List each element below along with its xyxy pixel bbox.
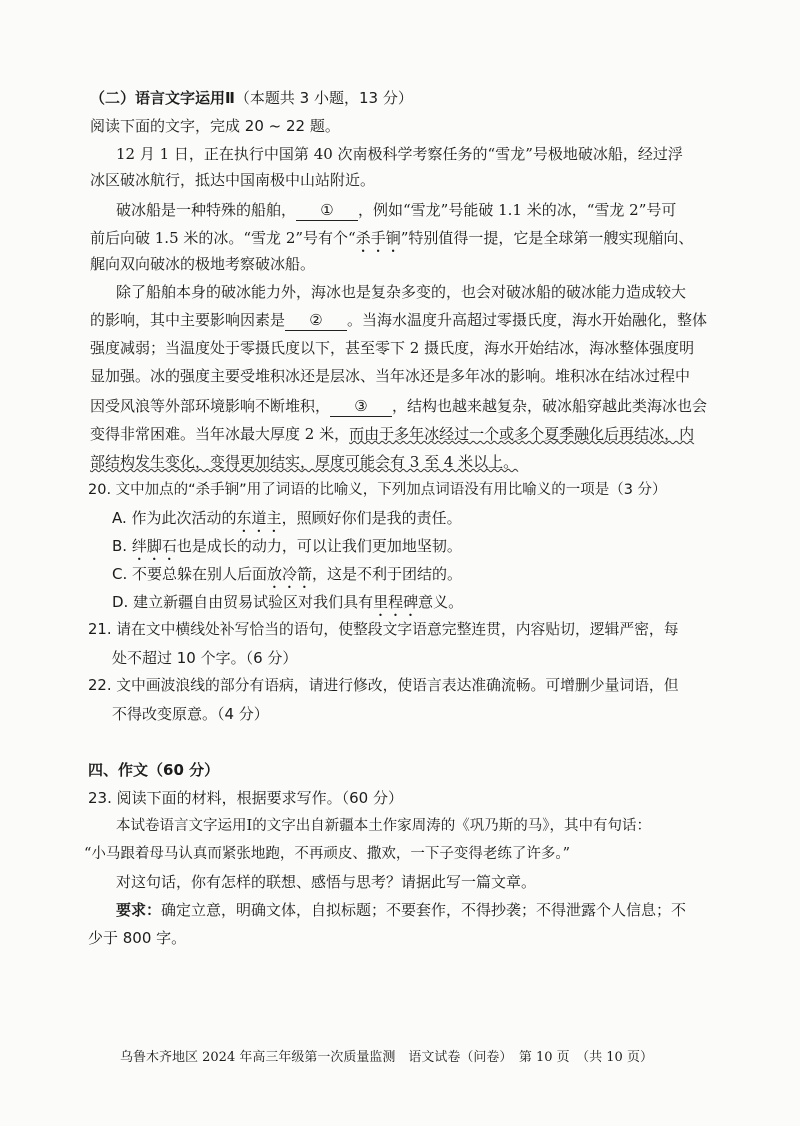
passage-p1-line2: 冰区破冰航行，抵达中国南极中山站附近。 bbox=[90, 171, 376, 189]
q20-option-c[interactable]: C. 不要总躲在别人后面放冷箭，这是不利于团结的。 bbox=[112, 565, 463, 583]
requirements-line1: 要求：确定立意，明确文体，自拟标题；不要套作，不得抄袭；不得泄露个人信息；不 bbox=[116, 901, 687, 919]
q20-option-b[interactable]: B. 绊脚石也是成长的动力，可以让我们更加地坚韧。 bbox=[112, 537, 462, 555]
material-line3: 对这句话，你有怎样的联想、感悟与思考？请据此写一篇文章。 bbox=[116, 873, 537, 891]
passage-p3-line3: 强度减弱；当温度处于零摄氏度以下，甚至零下 2 摄氏度，海水开始结冰，海冰整体强度明 bbox=[90, 339, 695, 357]
passage-p2-line2: 前后向破 1.5 米的冰。“雪龙 2”号有个“杀手锏”特别值得一提，它是全球第一艘实现艏向、 bbox=[90, 229, 694, 247]
wavy-sentence-part1: 而由于多年冰经过一个或多个夏季融化后再结冰，内 bbox=[349, 425, 695, 443]
section-heading bbox=[90, 88, 730, 108]
q21-line1: 21. 请在文中横线处补写恰当的语句，使整段文字语意完整连贯，内容贴切，逻辑严密，每 bbox=[88, 621, 679, 638]
passage-p3-line4: 显加强。冰的强度主要受堆积冰还是层冰、当年冰还是多年冰的影响。堆积冰在结冰过程中 bbox=[90, 367, 691, 385]
q22-line2: 不得改变原意。（4 分） bbox=[112, 705, 269, 723]
section-title: （二）语言文字运用Ⅱ bbox=[90, 89, 235, 107]
material-line2: “小马跟着母马认真而紧张地跑，不再顽皮、撒欢，一下子变得老练了许多。” bbox=[84, 846, 571, 862]
writing-heading: 四、作文（60 分） bbox=[88, 761, 220, 779]
section-instruction: 阅读下面的文字，完成 20 ~ 22 题。 bbox=[90, 117, 340, 135]
passage-p3-line1: 除了船舶本身的破冰能力外，海冰也是复杂多变的，也会对破冰船的破冰能力造成较大 bbox=[116, 283, 687, 301]
keyword-shashoujian: 杀手锏 bbox=[355, 229, 401, 247]
passage-p3-line5: 因受风浪等外部环境影响不断堆积， ③ ，结构也越来越复杂，破冰船穿越此类海冰也会 bbox=[90, 397, 708, 415]
blank-1[interactable]: ① bbox=[296, 200, 358, 221]
passage-p2-line3: 艉向双向破冰的极地考察破冰船。 bbox=[90, 255, 316, 273]
material-line1: 本试卷语言文字运用Ⅰ的文字出自新疆本土作家周涛的《巩乃斯的马》，其中有句话： bbox=[116, 818, 651, 834]
passage-p3-line6: 变得非常困难。当年冰最大厚度 2 米，而由于多年冰经过一个或多个夏季融化后再结冰，内 bbox=[90, 425, 695, 443]
wavy-sentence-part2: 部结构发生变化，变得更加结实，厚度可能会有 3 至 4 米以上。 bbox=[90, 453, 519, 471]
passage-p2-line1: 破冰船是一种特殊的船舶， ① ，例如“雪龙”号能破 1.1 米的冰，“雪龙 2”号可 bbox=[116, 201, 677, 219]
q21-line2: 处不超过 10 个字。（6 分） bbox=[112, 649, 298, 667]
requirements-line2: 少于 800 字。 bbox=[88, 929, 187, 947]
q20-stem: 20. 文中加点的“杀手锏”用了词语的比喻义，下列加点词语没有用比喻义的一项是（3 分） bbox=[88, 482, 667, 498]
q23-stem: 23. 阅读下面的材料，根据要求写作。（60 分） bbox=[88, 789, 403, 807]
passage-p1-line1: 12 月 1 日，正在执行中国第 40 次南极科学考察任务的“雪龙”号极地破冰船，经过浮 bbox=[116, 145, 683, 163]
q20-option-d[interactable]: D. 建立新疆自由贸易试验区对我们具有里程碑意义。 bbox=[112, 593, 464, 611]
passage-p3-line7 bbox=[90, 452, 730, 472]
q22-line1: 22. 文中画波浪线的部分有语病，请进行修改，使语言表达准确流畅。可增删少量词语，但 bbox=[88, 677, 679, 694]
requirements-label: 要求： bbox=[116, 901, 162, 919]
blank-3[interactable]: ③ bbox=[330, 396, 392, 417]
page-footer: 乌鲁木齐地区 2024 年高三年级第一次质量监测 语文试卷（问卷） 第 10 页 （共 10 页） bbox=[120, 1050, 653, 1065]
passage-p3-line2: 的影响，其中主要影响因素是 ② 。当海水温度升高超过零摄氏度，海水开始融化，整体 bbox=[90, 311, 708, 329]
q20-option-a[interactable]: A. 作为此次活动的东道主，照顾好你们是我的责任。 bbox=[112, 509, 462, 527]
section-note: （本题共 3 小题，13 分） bbox=[234, 89, 413, 107]
blank-2[interactable]: ② bbox=[285, 310, 347, 331]
